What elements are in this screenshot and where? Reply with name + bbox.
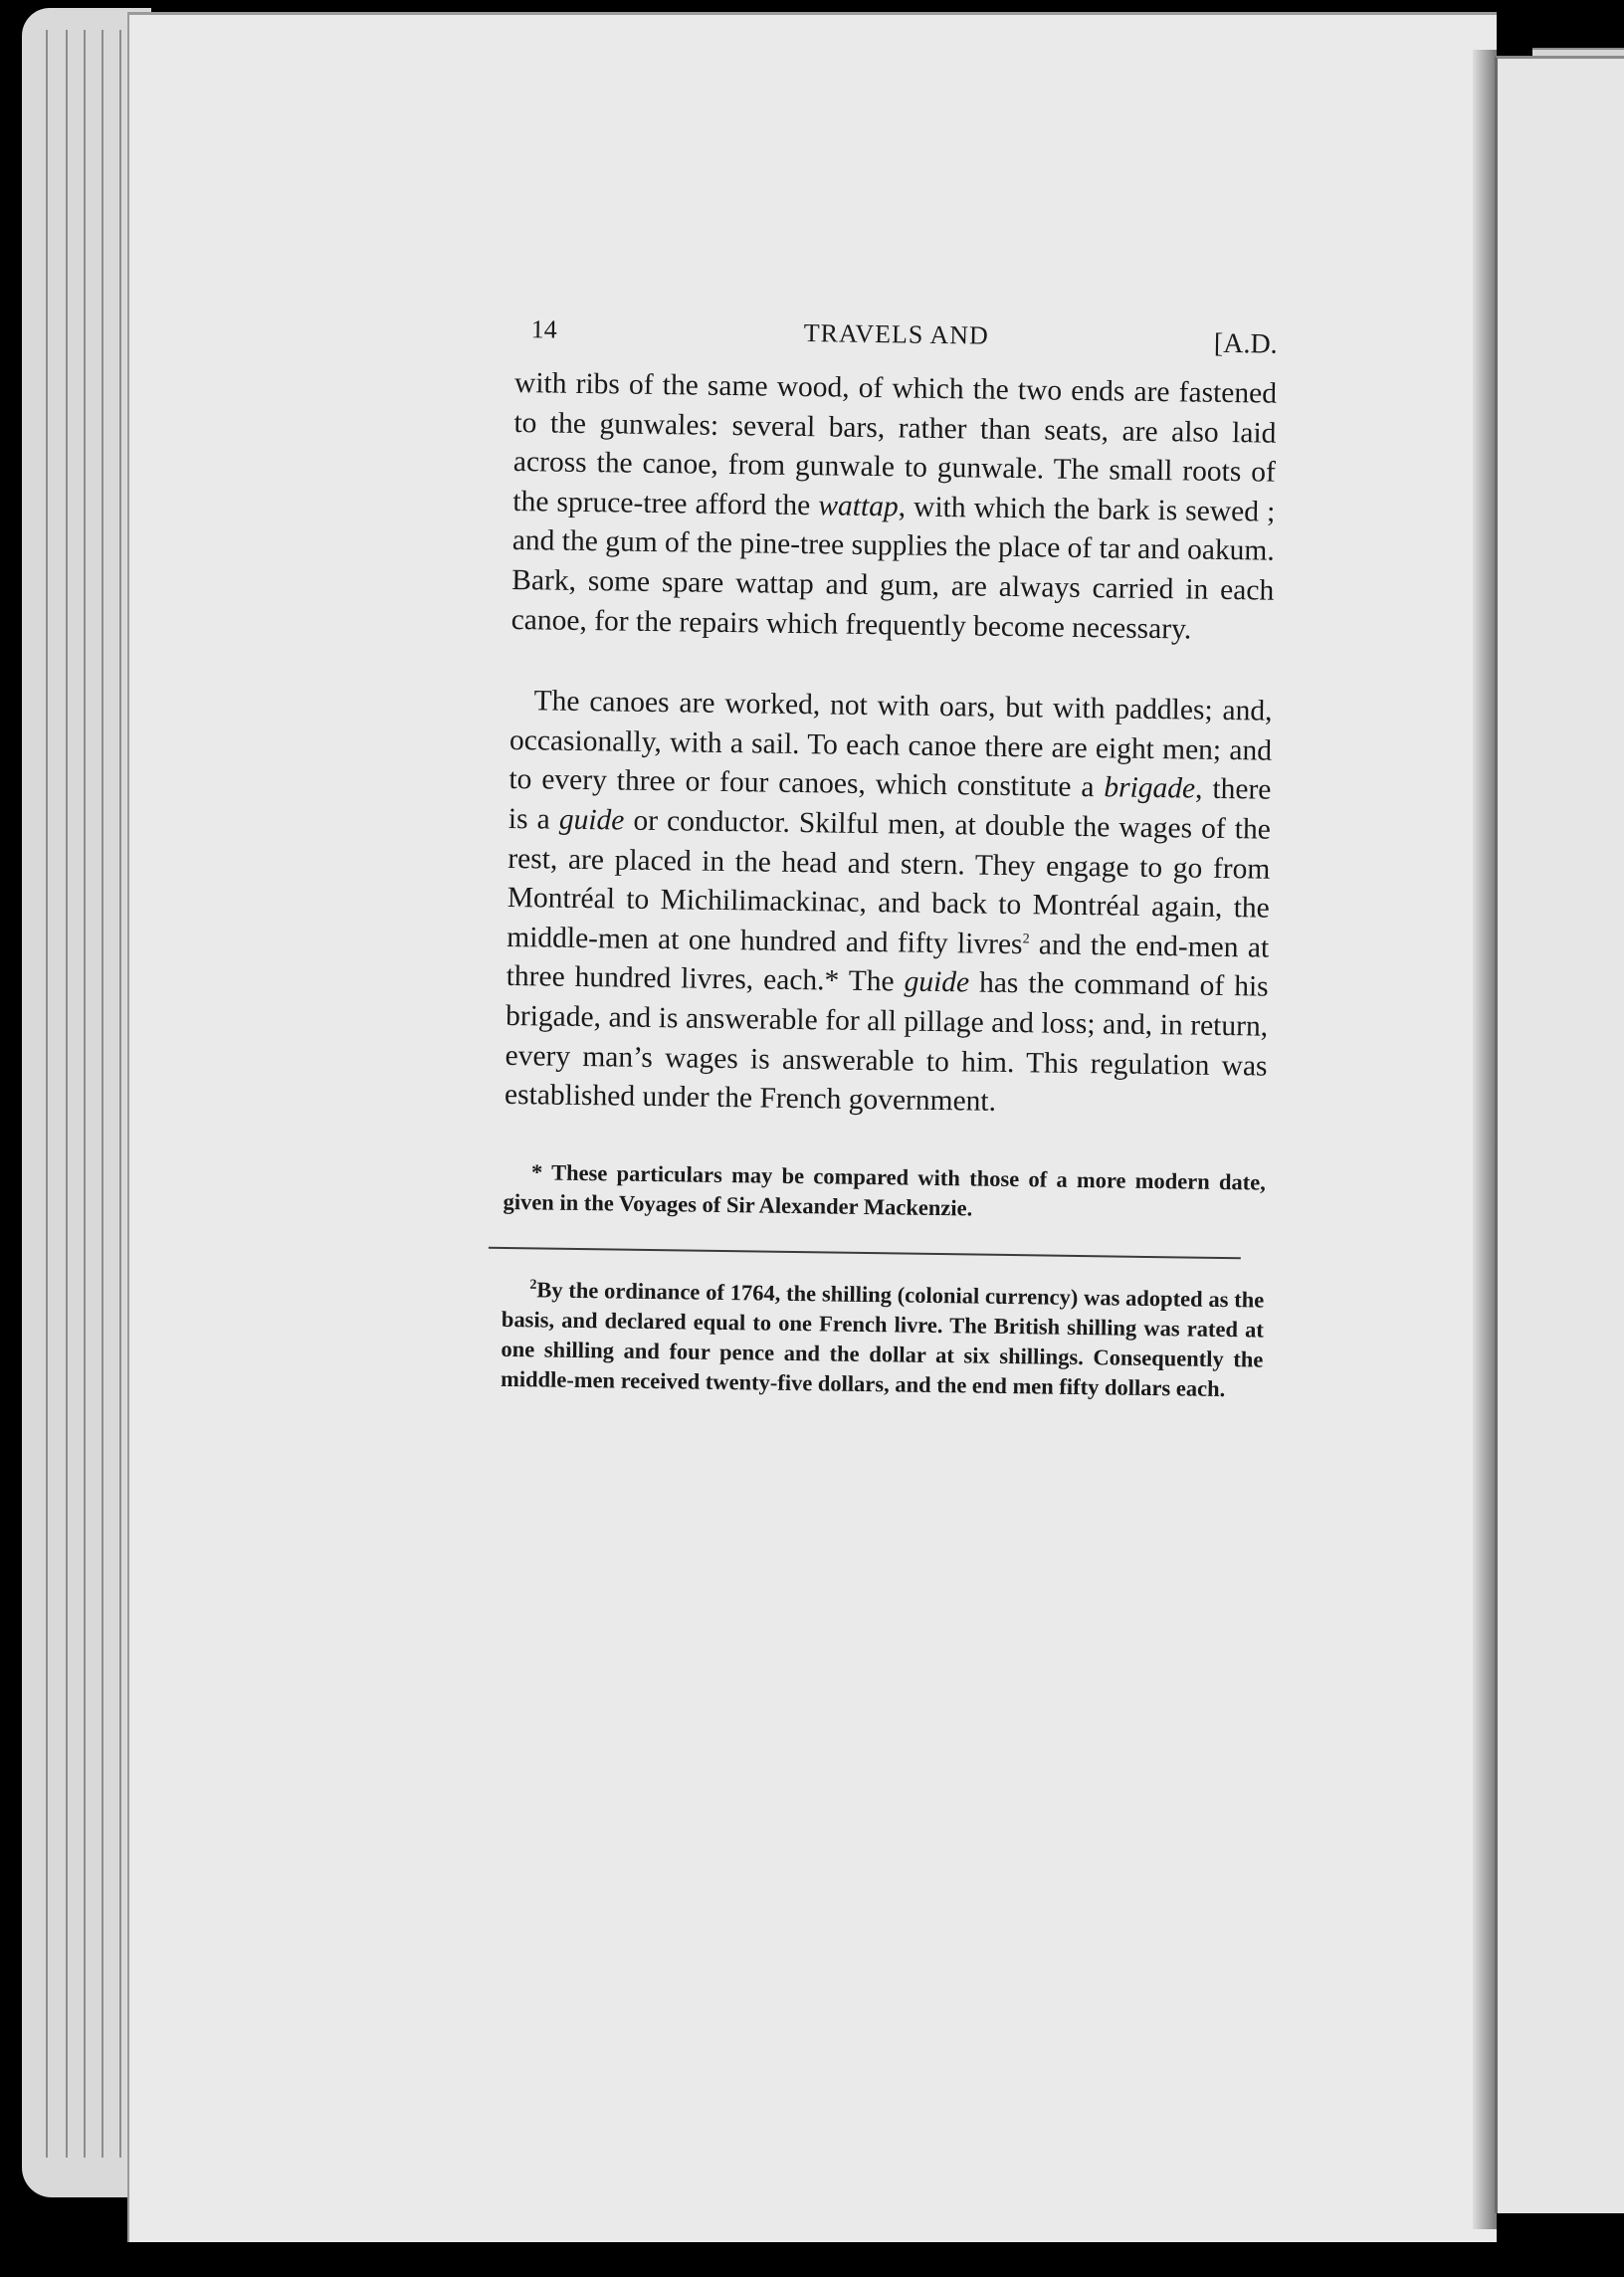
author-note: * These particulars may be compared with those of a more modern date, given in the Voyages of Sir Alexander Mackenzie. [503, 1158, 1267, 1221]
paragraph-text: with ribs of the same wood, of which the two ends are fastened to the gunwales: several bars, rather than seats, are also laid across the canoe, from gunwale to gunwale. The small roots of the spruce-tree afford the [512, 366, 1278, 522]
italic-term: guide [558, 803, 625, 837]
footnote-text: By the ordinance of 1764, the shilling (colonial currency) was adopted as the basis, and declared equal to one French livre. The British shilling was rated at one shilling and four pence and the dollar at six shillings. Consequently the middle-men received twenty-five dollars, and the end men fifty dollars each. [500, 1277, 1265, 1401]
footnote-marker: 2 [529, 1277, 537, 1293]
footnote-reference: 2 [1022, 932, 1030, 947]
paragraph-text: , there is a [508, 772, 1272, 836]
paragraph-canoe-construction [510, 364, 1277, 651]
running-title: TRAVELS AND [803, 318, 989, 350]
text-block [501, 314, 1278, 1404]
page-number: 14 [530, 314, 557, 344]
paragraph-text: and the end-men at three hundred livres, each.* The [506, 928, 1270, 998]
next-page-edge [1495, 56, 1624, 2213]
running-head [514, 314, 1278, 375]
page-edge-line [84, 30, 86, 2158]
running-year: [A.D. [1213, 327, 1278, 360]
gutter-shadow [1473, 50, 1497, 2229]
paragraph-text: or conductor. Skilful men, at double the wages of the rest, are placed in the head and stern. They engage to go from Montréal to Michilimackinac, and back to Montréal again, the middle-men at one hundred and fifty livres [507, 804, 1272, 960]
page-edge-line [66, 30, 68, 2158]
italic-term: brigade [1104, 771, 1196, 805]
page-edge-line [102, 30, 103, 2158]
italic-term: guide [904, 965, 970, 999]
footnote [501, 1275, 1265, 1405]
paragraph-text: , with which the bark is sewed ; and the gum of the pine-tree supplies the place of tar and oakum. Bark, some spare wattap and gum, are always carried in each canoe, for the repairs which frequently become necessary. [510, 491, 1276, 646]
paragraph-canoe-crew [505, 682, 1273, 1126]
italic-term: wattap [818, 490, 899, 523]
page-edge-line [46, 30, 48, 2158]
paragraph-text: The canoes are worked, not with oars, but with paddles; and, occasionally, with a sail. To each canoe there are eight men; and to every three or four canoes, which constitute a [508, 685, 1273, 804]
page-edge-line [119, 30, 121, 2158]
footnote-rule [489, 1246, 1241, 1259]
paragraph-text: has the command of his brigade, and is answerable for all pillage and loss; and, in return, every man’s wages is answerable to him. This regulation was established under the French government. [504, 966, 1269, 1118]
